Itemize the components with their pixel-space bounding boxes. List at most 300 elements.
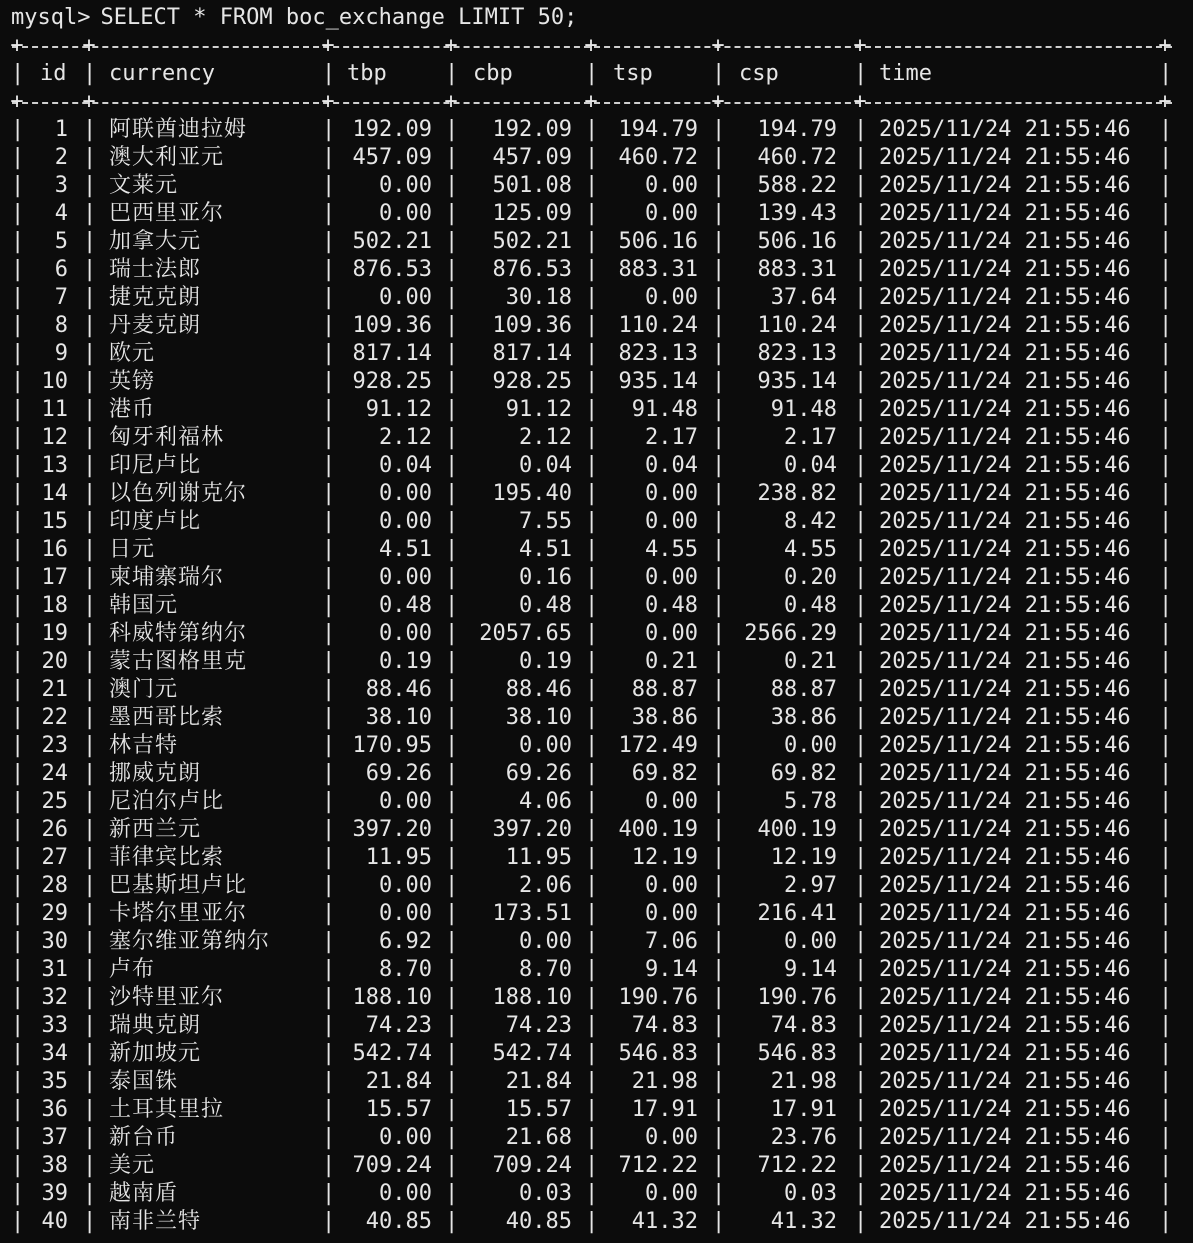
table-row bbox=[0, 256, 1193, 284]
cell-cbp: 11.95 bbox=[505, 845, 572, 870]
column-separator: | bbox=[445, 733, 459, 758]
column-separator: | bbox=[445, 1153, 459, 1178]
column-separator: | bbox=[585, 873, 599, 898]
cell-cbp: 0.48 bbox=[519, 593, 572, 618]
column-separator: | bbox=[1159, 873, 1173, 898]
table-row bbox=[0, 592, 1193, 620]
column-separator: | bbox=[712, 1181, 726, 1206]
column-separator: | bbox=[585, 397, 599, 422]
cell-id: 12 bbox=[41, 425, 68, 450]
column-separator: | bbox=[322, 845, 336, 870]
column-separator: | bbox=[322, 453, 336, 478]
border-corner: + bbox=[584, 89, 598, 114]
column-separator: | bbox=[445, 453, 459, 478]
column-separator: | bbox=[83, 761, 97, 786]
column-separator: | bbox=[712, 257, 726, 282]
table-row bbox=[0, 788, 1193, 816]
column-separator: | bbox=[322, 1097, 336, 1122]
cell-currency: 巴西里亚尔 bbox=[109, 201, 225, 226]
column-separator: | bbox=[322, 173, 336, 198]
border-corner: + bbox=[1158, 89, 1172, 114]
column-separator: | bbox=[585, 1069, 599, 1094]
cell-currency: 南非兰特 bbox=[109, 1209, 202, 1234]
column-separator: | bbox=[712, 817, 726, 842]
column-separator: | bbox=[1159, 369, 1173, 394]
column-separator: | bbox=[854, 901, 868, 926]
cell-time: 2025/11/24 21:55:46 bbox=[879, 705, 1131, 730]
table-top-border bbox=[12, 32, 1172, 60]
column-separator: | bbox=[712, 621, 726, 646]
column-separator: | bbox=[854, 565, 868, 590]
table-row bbox=[0, 704, 1193, 732]
column-separator: | bbox=[712, 481, 726, 506]
cell-tbp: 0.00 bbox=[379, 481, 432, 506]
table-row bbox=[0, 1040, 1193, 1068]
table-row bbox=[0, 564, 1193, 592]
table-row bbox=[0, 872, 1193, 900]
cell-currency: 新加坡元 bbox=[109, 1041, 202, 1066]
table-row bbox=[0, 452, 1193, 480]
cell-tbp: 11.95 bbox=[365, 845, 432, 870]
column-separator: | bbox=[322, 817, 336, 842]
cell-currency: 捷克克朗 bbox=[109, 285, 202, 310]
cell-currency: 塞尔维亚第纳尔 bbox=[109, 929, 271, 954]
cell-currency: 欧元 bbox=[109, 341, 156, 366]
column-separator: | bbox=[712, 173, 726, 198]
column-separator: | bbox=[712, 61, 726, 86]
column-separator: | bbox=[854, 201, 868, 226]
cell-id: 6 bbox=[54, 257, 68, 282]
cell-time: 2025/11/24 21:55:46 bbox=[879, 1097, 1131, 1122]
cell-tbp: 457.09 bbox=[352, 145, 432, 170]
cell-id: 16 bbox=[41, 537, 68, 562]
column-separator: | bbox=[1159, 481, 1173, 506]
cell-csp: 238.82 bbox=[757, 481, 837, 506]
cell-currency: 菲律宾比索 bbox=[109, 845, 225, 870]
column-separator: | bbox=[445, 761, 459, 786]
column-separator: | bbox=[322, 1153, 336, 1178]
cell-tsp: 0.00 bbox=[645, 565, 698, 590]
column-separator: | bbox=[1159, 1209, 1173, 1234]
cell-tsp: 0.00 bbox=[645, 173, 698, 198]
column-separator: | bbox=[83, 257, 97, 282]
cell-time: 2025/11/24 21:55:46 bbox=[879, 929, 1131, 954]
column-separator: | bbox=[1159, 621, 1173, 646]
column-separator: | bbox=[322, 761, 336, 786]
column-separator: | bbox=[322, 1013, 336, 1038]
cell-tsp: 0.00 bbox=[645, 1125, 698, 1150]
cell-currency: 尼泊尔卢比 bbox=[109, 789, 225, 814]
column-separator: | bbox=[712, 369, 726, 394]
cell-currency: 墨西哥比索 bbox=[109, 705, 225, 730]
column-separator: | bbox=[854, 341, 868, 366]
cell-csp: 190.76 bbox=[757, 985, 837, 1010]
column-separator: | bbox=[585, 733, 599, 758]
cell-id: 21 bbox=[41, 677, 68, 702]
cell-id: 31 bbox=[41, 957, 68, 982]
cell-tsp: 0.00 bbox=[645, 901, 698, 926]
column-separator: | bbox=[854, 1125, 868, 1150]
column-separator: | bbox=[585, 901, 599, 926]
column-separator: | bbox=[854, 789, 868, 814]
cell-currency: 新台币 bbox=[109, 1125, 179, 1150]
cell-tsp: 0.00 bbox=[645, 621, 698, 646]
cell-csp: 17.91 bbox=[770, 1097, 837, 1122]
column-separator: | bbox=[83, 117, 97, 142]
column-separator: | bbox=[854, 761, 868, 786]
cell-cbp: 109.36 bbox=[492, 313, 572, 338]
column-separator: | bbox=[1159, 257, 1173, 282]
column-separator: | bbox=[83, 733, 97, 758]
column-separator: | bbox=[585, 621, 599, 646]
cell-tsp: 172.49 bbox=[618, 733, 698, 758]
cell-currency: 美元 bbox=[109, 1153, 156, 1178]
border-corner: + bbox=[321, 89, 335, 114]
table-row bbox=[0, 396, 1193, 424]
cell-tsp: 9.14 bbox=[645, 957, 698, 982]
cell-tbp: 876.53 bbox=[352, 257, 432, 282]
cell-currency: 科威特第纳尔 bbox=[109, 621, 248, 646]
cell-time: 2025/11/24 21:55:46 bbox=[879, 369, 1131, 394]
table-row bbox=[0, 340, 1193, 368]
column-separator: | bbox=[585, 285, 599, 310]
cell-tsp: 883.31 bbox=[618, 257, 698, 282]
cell-tbp: 69.26 bbox=[365, 761, 432, 786]
cell-tsp: 69.82 bbox=[631, 761, 698, 786]
cell-tsp: 0.00 bbox=[645, 509, 698, 534]
column-separator: | bbox=[1159, 593, 1173, 618]
column-separator: | bbox=[11, 341, 25, 366]
column-separator: | bbox=[585, 145, 599, 170]
column-separator: | bbox=[854, 1069, 868, 1094]
cell-currency: 韩国元 bbox=[109, 593, 179, 618]
cell-tbp: 0.19 bbox=[379, 649, 432, 674]
cell-cbp: 501.08 bbox=[492, 173, 572, 198]
column-separator: | bbox=[1159, 761, 1173, 786]
column-separator: | bbox=[322, 481, 336, 506]
column-separator: | bbox=[11, 509, 25, 534]
column-separator: | bbox=[83, 285, 97, 310]
column-separator: | bbox=[445, 873, 459, 898]
column-separator: | bbox=[854, 985, 868, 1010]
column-separator: | bbox=[83, 369, 97, 394]
column-separator: | bbox=[322, 1125, 336, 1150]
column-separator: | bbox=[1159, 789, 1173, 814]
cell-id: 37 bbox=[41, 1125, 68, 1150]
table-row bbox=[0, 1012, 1193, 1040]
column-separator: | bbox=[445, 817, 459, 842]
cell-currency: 加拿大元 bbox=[109, 229, 202, 254]
cell-cbp: 195.40 bbox=[492, 481, 572, 506]
cell-csp: 110.24 bbox=[757, 313, 837, 338]
cell-id: 20 bbox=[41, 649, 68, 674]
cell-tsp: 506.16 bbox=[618, 229, 698, 254]
cell-tsp: 460.72 bbox=[618, 145, 698, 170]
column-separator: | bbox=[1159, 733, 1173, 758]
command-line bbox=[11, 4, 577, 32]
table-row bbox=[0, 620, 1193, 648]
cell-time: 2025/11/24 21:55:46 bbox=[879, 873, 1131, 898]
column-separator: | bbox=[854, 285, 868, 310]
cell-currency: 瑞典克朗 bbox=[109, 1013, 202, 1038]
cell-csp: 935.14 bbox=[757, 369, 837, 394]
cell-tbp: 38.10 bbox=[365, 705, 432, 730]
cell-time: 2025/11/24 21:55:46 bbox=[879, 453, 1131, 478]
cell-csp: 460.72 bbox=[757, 145, 837, 170]
column-separator: | bbox=[585, 341, 599, 366]
column-separator: | bbox=[712, 145, 726, 170]
cell-tbp: 0.00 bbox=[379, 285, 432, 310]
column-separator: | bbox=[712, 1041, 726, 1066]
column-separator: | bbox=[712, 1013, 726, 1038]
table-row bbox=[0, 956, 1193, 984]
cell-tsp: 41.32 bbox=[631, 1209, 698, 1234]
column-separator: | bbox=[322, 621, 336, 646]
column-separator: | bbox=[11, 817, 25, 842]
cell-cbp: 2.12 bbox=[519, 425, 572, 450]
table-row bbox=[0, 144, 1193, 172]
column-separator: | bbox=[11, 677, 25, 702]
cell-id: 15 bbox=[41, 509, 68, 534]
cell-csp: 0.48 bbox=[784, 593, 837, 618]
column-separator: | bbox=[1159, 817, 1173, 842]
border-corner: + bbox=[711, 33, 725, 58]
column-separator: | bbox=[83, 985, 97, 1010]
table-row bbox=[0, 1068, 1193, 1096]
column-separator: | bbox=[11, 313, 25, 338]
cell-currency: 印尼卢比 bbox=[109, 453, 202, 478]
cell-cbp: 91.12 bbox=[505, 397, 572, 422]
column-separator: | bbox=[1159, 425, 1173, 450]
table-header-border bbox=[12, 88, 1172, 116]
cell-cbp: 38.10 bbox=[505, 705, 572, 730]
column-separator: | bbox=[11, 621, 25, 646]
cell-tsp: 0.00 bbox=[645, 481, 698, 506]
column-separator: | bbox=[11, 649, 25, 674]
column-separator: | bbox=[11, 929, 25, 954]
column-separator: | bbox=[322, 705, 336, 730]
column-separator: | bbox=[83, 481, 97, 506]
border-corner: + bbox=[321, 33, 335, 58]
cell-id: 10 bbox=[41, 369, 68, 394]
table-row bbox=[0, 228, 1193, 256]
cell-id: 27 bbox=[41, 845, 68, 870]
cell-cbp: 30.18 bbox=[505, 285, 572, 310]
cell-time: 2025/11/24 21:55:46 bbox=[879, 565, 1131, 590]
column-separator: | bbox=[712, 1097, 726, 1122]
column-separator: | bbox=[1159, 453, 1173, 478]
column-separator: | bbox=[83, 1125, 97, 1150]
cell-cbp: 40.85 bbox=[505, 1209, 572, 1234]
column-separator: | bbox=[712, 593, 726, 618]
cell-tbp: 192.09 bbox=[352, 117, 432, 142]
cell-tbp: 0.00 bbox=[379, 621, 432, 646]
table-row bbox=[0, 1096, 1193, 1124]
cell-csp: 823.13 bbox=[757, 341, 837, 366]
column-separator: | bbox=[1159, 705, 1173, 730]
cell-tbp: 0.00 bbox=[379, 509, 432, 534]
column-separator: | bbox=[712, 453, 726, 478]
column-separator: | bbox=[712, 1153, 726, 1178]
column-separator: | bbox=[712, 201, 726, 226]
column-separator: | bbox=[585, 985, 599, 1010]
column-separator: | bbox=[11, 229, 25, 254]
column-separator: | bbox=[585, 845, 599, 870]
cell-time: 2025/11/24 21:55:46 bbox=[879, 313, 1131, 338]
cell-csp: 0.21 bbox=[784, 649, 837, 674]
column-separator: | bbox=[11, 1125, 25, 1150]
cell-tbp: 88.46 bbox=[365, 677, 432, 702]
cell-id: 18 bbox=[41, 593, 68, 618]
column-separator: | bbox=[445, 705, 459, 730]
cell-cbp: 74.23 bbox=[505, 1013, 572, 1038]
column-header-csp: csp bbox=[739, 61, 779, 86]
column-separator: | bbox=[322, 509, 336, 534]
column-separator: | bbox=[445, 621, 459, 646]
cell-id: 30 bbox=[41, 929, 68, 954]
column-separator: | bbox=[585, 1153, 599, 1178]
column-separator: | bbox=[854, 873, 868, 898]
cell-time: 2025/11/24 21:55:46 bbox=[879, 537, 1131, 562]
table-row bbox=[0, 284, 1193, 312]
cell-time: 2025/11/24 21:55:46 bbox=[879, 957, 1131, 982]
cell-time: 2025/11/24 21:55:46 bbox=[879, 621, 1131, 646]
column-separator: | bbox=[322, 257, 336, 282]
cell-tbp: 542.74 bbox=[352, 1041, 432, 1066]
column-separator: | bbox=[1159, 1181, 1173, 1206]
column-separator: | bbox=[854, 1041, 868, 1066]
column-separator: | bbox=[445, 649, 459, 674]
column-separator: | bbox=[712, 929, 726, 954]
cell-csp: 0.00 bbox=[784, 929, 837, 954]
column-separator: | bbox=[854, 733, 868, 758]
cell-cbp: 15.57 bbox=[505, 1097, 572, 1122]
column-separator: | bbox=[11, 873, 25, 898]
column-separator: | bbox=[11, 537, 25, 562]
column-separator: | bbox=[83, 789, 97, 814]
cell-cbp: 2057.65 bbox=[479, 621, 572, 646]
column-separator: | bbox=[445, 397, 459, 422]
cell-csp: 2.97 bbox=[784, 873, 837, 898]
column-separator: | bbox=[445, 425, 459, 450]
cell-csp: 5.78 bbox=[784, 789, 837, 814]
cell-currency: 林吉特 bbox=[109, 733, 179, 758]
column-separator: | bbox=[1159, 313, 1173, 338]
column-separator: | bbox=[322, 677, 336, 702]
cell-tsp: 190.76 bbox=[618, 985, 698, 1010]
column-separator: | bbox=[445, 117, 459, 142]
cell-currency: 港币 bbox=[109, 397, 156, 422]
column-separator: | bbox=[585, 481, 599, 506]
cell-tsp: 12.19 bbox=[631, 845, 698, 870]
column-separator: | bbox=[445, 145, 459, 170]
table-row bbox=[0, 844, 1193, 872]
column-separator: | bbox=[322, 649, 336, 674]
column-separator: | bbox=[83, 509, 97, 534]
cell-cbp: 4.06 bbox=[519, 789, 572, 814]
column-separator: | bbox=[585, 1013, 599, 1038]
column-separator: | bbox=[1159, 1041, 1173, 1066]
cell-tsp: 400.19 bbox=[618, 817, 698, 842]
column-separator: | bbox=[854, 369, 868, 394]
column-separator: | bbox=[322, 1209, 336, 1234]
column-separator: | bbox=[712, 397, 726, 422]
cell-tbp: 15.57 bbox=[365, 1097, 432, 1122]
column-separator: | bbox=[11, 257, 25, 282]
column-separator: | bbox=[712, 957, 726, 982]
cell-tbp: 397.20 bbox=[352, 817, 432, 842]
column-separator: | bbox=[712, 229, 726, 254]
cell-tbp: 188.10 bbox=[352, 985, 432, 1010]
border-corner: + bbox=[82, 89, 96, 114]
cell-cbp: 69.26 bbox=[505, 761, 572, 786]
cell-time: 2025/11/24 21:55:46 bbox=[879, 285, 1131, 310]
cell-cbp: 397.20 bbox=[492, 817, 572, 842]
column-separator: | bbox=[83, 873, 97, 898]
cell-time: 2025/11/24 21:55:46 bbox=[879, 397, 1131, 422]
cell-time: 2025/11/24 21:55:46 bbox=[879, 1069, 1131, 1094]
cell-csp: 12.19 bbox=[770, 845, 837, 870]
column-separator: | bbox=[11, 453, 25, 478]
cell-cbp: 709.24 bbox=[492, 1153, 572, 1178]
column-separator: | bbox=[445, 229, 459, 254]
cell-cbp: 0.00 bbox=[519, 929, 572, 954]
column-separator: | bbox=[445, 61, 459, 86]
column-separator: | bbox=[445, 565, 459, 590]
cell-id: 17 bbox=[41, 565, 68, 590]
column-separator: | bbox=[585, 537, 599, 562]
column-separator: | bbox=[854, 397, 868, 422]
border-corner: + bbox=[1158, 33, 1172, 58]
cell-time: 2025/11/24 21:55:46 bbox=[879, 145, 1131, 170]
column-separator: | bbox=[322, 201, 336, 226]
border-corner: + bbox=[10, 33, 24, 58]
column-separator: | bbox=[1159, 509, 1173, 534]
cell-tsp: 0.00 bbox=[645, 201, 698, 226]
cell-currency: 土耳其里拉 bbox=[109, 1097, 225, 1122]
cell-cbp: 457.09 bbox=[492, 145, 572, 170]
column-separator: | bbox=[11, 957, 25, 982]
column-separator: | bbox=[322, 369, 336, 394]
cell-cbp: 0.19 bbox=[519, 649, 572, 674]
cell-tbp: 0.04 bbox=[379, 453, 432, 478]
column-separator: | bbox=[445, 1069, 459, 1094]
cell-tbp: 6.92 bbox=[379, 929, 432, 954]
column-separator: | bbox=[11, 145, 25, 170]
column-separator: | bbox=[585, 705, 599, 730]
column-separator: | bbox=[11, 1181, 25, 1206]
column-header-time: time bbox=[879, 61, 932, 86]
column-separator: | bbox=[585, 229, 599, 254]
cell-id: 39 bbox=[41, 1181, 68, 1206]
cell-tbp: 91.12 bbox=[365, 397, 432, 422]
cell-cbp: 876.53 bbox=[492, 257, 572, 282]
column-separator: | bbox=[11, 369, 25, 394]
cell-csp: 2.17 bbox=[784, 425, 837, 450]
cell-time: 2025/11/24 21:55:46 bbox=[879, 509, 1131, 534]
cell-tbp: 170.95 bbox=[352, 733, 432, 758]
column-separator: | bbox=[854, 257, 868, 282]
column-separator: | bbox=[712, 1209, 726, 1234]
cell-id: 40 bbox=[41, 1209, 68, 1234]
column-separator: | bbox=[445, 1125, 459, 1150]
cell-csp: 0.20 bbox=[784, 565, 837, 590]
column-separator: | bbox=[322, 957, 336, 982]
cell-tsp: 4.55 bbox=[645, 537, 698, 562]
table-row bbox=[0, 900, 1193, 928]
column-separator: | bbox=[83, 1041, 97, 1066]
column-separator: | bbox=[83, 453, 97, 478]
